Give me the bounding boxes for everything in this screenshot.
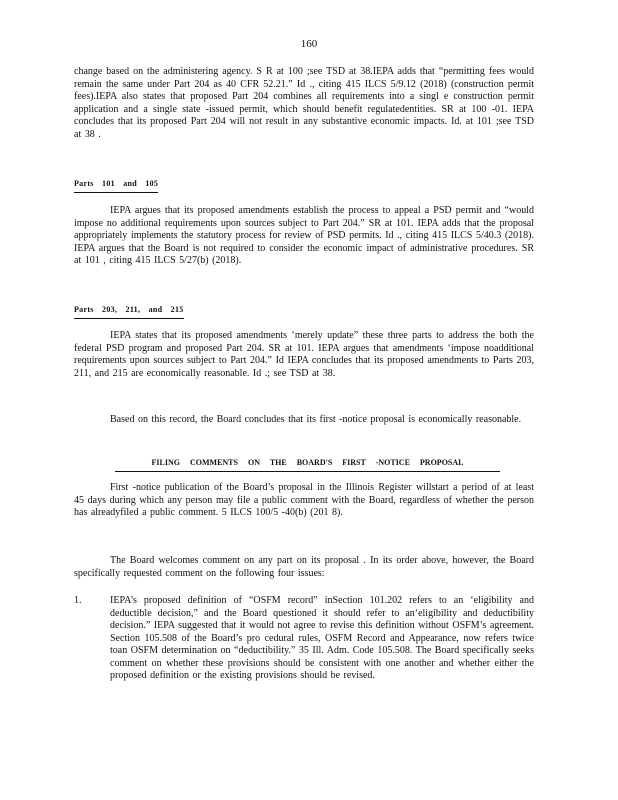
paragraph-board-conclusion: Based on this record, the Board concludes that its first -notice proposal is economically reasonable. <box>110 414 522 425</box>
paragraph-economic-impact: change based on the administering agency. S R at 100 ;see TSD at 38.IEPA adds that “permitting fees would remain the same under Part 204 as 40 CFR 52.21.” Id ., citing 415 ILCS 5/9.12 (2018) (construction permit fees).IEPA also states that proposed Part 204 combines all requirements into a singl e construction permit application and a single state -issued permit, which should benefit regulatedentities. SR at 100 -01. IEPA concludes that its proposed Part 204 will not result in any substantive economic impacts. Id. at 101 ;see TSD at 38 . <box>74 66 534 140</box>
paragraph-parts-101-105: IEPA argues that its proposed amendments establish the process to appeal a PSD permit and “would impose no additional requirements upon sources subject to Part 204.” SR at 101. IEPA adds that the proposal appropriately implements the statutory process for review of PSD permits. Id ., citing 415 ILCS 5/40.3 (2018). IEPA argues that the Board is not required to consider the economic impact of administrative procedures. SR at 101 , citing 415 ILCS 5/27(b) (2018). <box>74 205 534 266</box>
list-item-number: 1. <box>74 595 82 606</box>
page-number: 160 <box>300 38 318 50</box>
list-item-text: IEPA’s proposed definition of “OSFM record” inSection 101.202 refers to an ‘eligibility and deductible decision,” and the Board questioned it should refer to an‘eligibility and deductibility decision.” IEPA suggested that it would not agree to revise this definition without OSFM’s agreement. Section 105.508 of the Board’s pro cedural rules, OSFM Record and Appearance, now refers twice toan OSFM determination on “deductibility.” 35 Ill. Adm. Code 105.508. The Board specifically seeks comment on whether these provisions should be consistent with one another and whether either the proposed definition or the existing provisions should be revised. <box>110 595 534 681</box>
heading-parts-101-105: Parts 101 and 105 <box>74 178 158 193</box>
heading-parts-203-211-215: Parts 203, 211, and 215 <box>74 304 184 319</box>
heading-filing-comments: FILING COMMENTS ON THE BOARD'S FIRST -NOTICE PROPOSAL <box>115 457 500 472</box>
paragraph-first-notice-publication: First -notice publication of the Board’s proposal in the Illinois Register willstart a period of at least 45 days during which any person may file a public comment with the Board, regardless of whether the person has alreadyfiled a public comment. 5 ILCS 100/5 -40(b) (201 8). <box>74 482 534 518</box>
paragraph-parts-203-211-215: IEPA states that its proposed amendments ‘merely update” these three parts to address the both the federal PSD program and proposed Part 204. SR at 101. IEPA argues that amendments ‘impose noadditional requirements upon sources subject to Part 204.” Id IEPA concludes that its proposed amendments to Parts 203, 211, and 215 are economically reasonable. Id .; see TSD at 38. <box>74 330 534 379</box>
paragraph-board-welcomes-comment: The Board welcomes comment on any part on its proposal . In its order above, however, the Board specifically requested comment on the following four issues: <box>74 555 534 579</box>
